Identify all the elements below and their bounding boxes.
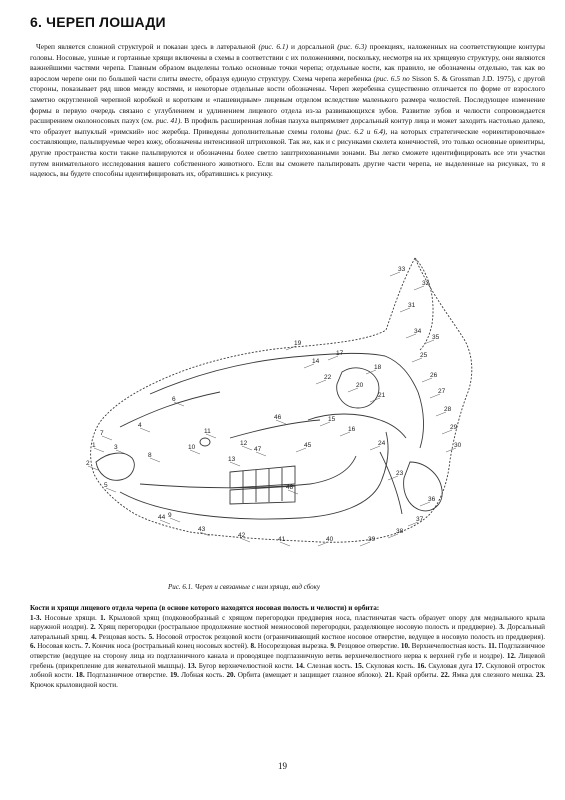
figure-label-15: 15 <box>328 416 336 423</box>
legend-item-number: 3. <box>499 623 505 632</box>
figure-label-42: 42 <box>238 532 246 539</box>
legend-item-text: Лицевой гребень (прикрепление для жевательной мышцы). <box>30 651 545 670</box>
legend-item-text: Орбита (вмещает и защищает глазное яблоко). <box>235 671 385 680</box>
figure-label-5: 5 <box>104 482 108 489</box>
legend-item-number: 12. <box>506 651 516 660</box>
legend-item-text: Подглазничное отверстие (ведущее на сторону лица из подглазничного канала и проводящее подглазничную ветвь верхнечелюстного нерва к верхней губе и ноздре). <box>30 642 545 660</box>
figure-label-43: 43 <box>198 526 206 533</box>
legend-item-text: Крючок крыловидной кости. <box>30 680 118 689</box>
figure-label-18: 18 <box>374 364 382 371</box>
legend-item-number: 17. <box>474 661 484 670</box>
figure-label-9: 9 <box>168 512 172 519</box>
figure-label-37: 37 <box>416 516 424 523</box>
legend-item-text: Скуловой отросток лобной кости. <box>30 661 546 680</box>
figure-label-34: 34 <box>414 328 422 335</box>
legend-item-number: 15. <box>354 661 364 670</box>
figure-label-11: 11 <box>204 428 211 435</box>
legend-item-number: 14. <box>295 661 305 670</box>
legend-item-text: Слезная кость. <box>304 661 355 670</box>
figure-label-24: 24 <box>378 440 386 447</box>
legend-item-text: Носовая кость. <box>35 642 85 651</box>
legend-title: Кости и хрящи лицевого отдела черепа (в основе которого находятся носовая полость и челюсти) и орбита: <box>30 604 380 612</box>
figure-label-3: 3 <box>114 444 118 451</box>
larynx-cartilage <box>404 462 443 511</box>
figure-label-32: 32 <box>422 280 430 287</box>
legend-item-text: Крыловой хрящ (подковообразный с хрящом перегородки преддверия носа, пластинчатая часть образует опору для медиального крыла наружной ноздри). <box>30 613 545 632</box>
legend-item-text: Резцовая кость. <box>96 632 149 641</box>
legend-item-number: 2. <box>90 623 96 632</box>
maxilla-contour <box>140 456 356 488</box>
figure-label-38: 38 <box>396 528 404 535</box>
legend-item-number: 13. <box>187 661 197 670</box>
figure-label-6: 6 <box>172 396 176 403</box>
intro-text-5: В профиль расширенная лобная пазуха выпрямляет дорсальный контур лица и может заходить настолько далеко, что образует выпуклый «римский» нос жеребца. Приведены дополнительные схемы головы <box>30 116 545 136</box>
figure-label-4: 4 <box>138 422 142 429</box>
figure-label-44: 44 <box>158 514 166 521</box>
figure-label-26: 26 <box>430 372 438 379</box>
figure-label-13: 13 <box>228 456 236 463</box>
legend-item-text: Верхнечелюстная кость. <box>409 642 489 651</box>
figure-caption: Рис. 6.1. Череп и связанные с ним хрящи, вид сбоку <box>168 583 321 591</box>
skull-diagram <box>80 252 510 577</box>
legend-item-number: 10. <box>400 642 410 651</box>
facial-crest <box>230 420 320 438</box>
figure-label-30: 30 <box>454 442 462 449</box>
legend-item-text: Кончик носа (ростральный конец носовых костей). <box>90 642 251 651</box>
hyoid-line <box>380 452 402 514</box>
head-contour <box>91 258 472 542</box>
skull-outline <box>91 258 472 542</box>
legend-item-text: Хрящ перегородки (ростральное продолжение костной межносовой перегородки, разделяющее носовую полость и преддверие). <box>95 623 500 632</box>
legend-item-text: Бугор верхнечелюстной кости. <box>196 661 296 670</box>
figure-label-35: 35 <box>432 334 440 341</box>
fig-ref-5: (рис. 6.2 и 6.4), <box>336 126 388 136</box>
zygomatic-arch <box>308 414 406 438</box>
figure-label-29: 29 <box>450 424 458 431</box>
intro-paragraph <box>30 42 545 180</box>
figure-label-2: 2 <box>86 460 90 467</box>
legend-item-number: 5. <box>148 632 154 641</box>
figure-label-28: 28 <box>444 406 452 413</box>
legend-item-text: Носорезцовая вырезка. <box>255 642 331 651</box>
figure-label-47: 47 <box>254 446 262 453</box>
figure-label-25: 25 <box>420 352 428 359</box>
page-number: 19 <box>278 761 287 771</box>
figure-label-17: 17 <box>336 350 344 357</box>
ear-contour <box>415 258 433 350</box>
legend-item-number: 19. <box>169 671 179 680</box>
figure-label-16: 16 <box>348 426 356 433</box>
legend-item-number: 1. <box>100 613 106 622</box>
figure-label-7: 7 <box>100 430 104 437</box>
intro-text-2: и дорсальной <box>288 42 338 51</box>
legend-item-number: 8. <box>250 642 256 651</box>
figure-label-39: 39 <box>368 536 376 543</box>
figure-label-41: 41 <box>278 536 286 543</box>
figure-label-20: 20 <box>356 382 364 389</box>
legend-item-number: 21. <box>384 671 394 680</box>
figure-label-27: 27 <box>438 388 446 395</box>
legend-item-number: 7. <box>84 642 91 651</box>
figure-label-23: 23 <box>396 470 404 477</box>
skull-dorsal-line <box>150 353 385 394</box>
intro-text-1: Череп является сложной структурой и показан здесь в латеральной <box>36 42 259 51</box>
legend-item-text: Ямка для слезного мешка. <box>449 671 537 680</box>
legend-item-number: 1-3. <box>30 613 42 622</box>
intro-text-4: Sisson S. & Grossman J.D. 1975), с другой стороны, показывает ряд швов между костями, и некоторые отдельные кости обозначены. Череп жеребенка существенно отличается по форме от взрослого заметно округленной черепной коробкой и коротким и «пашевидным» лицевым отделом вследствие маленького размера челюстей. Последующее изменение формы в первую очередь связано с углублением и удлинением лицевого отдела из-за развивающихся зубов. Развитие зубов и челюсти сопровождается расширением околоносовых пазух (см. <box>30 73 545 126</box>
legend-item-number: 4. <box>91 632 97 641</box>
figure-label-10: 10 <box>188 444 196 451</box>
legend-item-text: Лобная кость. <box>178 671 227 680</box>
figure-label-45: 45 <box>304 442 312 449</box>
legend-items <box>30 614 545 689</box>
legend-item-text: Край орбиты. <box>393 671 441 680</box>
legend-item-text: Скуловая дуга <box>426 661 475 670</box>
legend-item-text: Носовые хрящи. <box>41 613 101 622</box>
legend-item-text: Дорсальный латеральный хрящ. <box>30 623 545 641</box>
figure-label-12: 12 <box>240 440 248 447</box>
legend-block <box>30 604 545 690</box>
legend-item-number: 20. <box>226 671 236 680</box>
legend-item-number: 23. <box>536 671 545 680</box>
figure-label-46: 46 <box>274 414 282 421</box>
figure-label-19: 19 <box>294 340 302 347</box>
legend-item-number: 11. <box>488 642 497 651</box>
legend-item-number: 18. <box>75 671 85 680</box>
legend-item-text: Скуловая кость. <box>363 661 418 670</box>
fig-ref-3: (рис. 6.5 по <box>373 73 410 83</box>
cranium-contour <box>385 356 424 448</box>
figure-label-33: 33 <box>398 266 406 273</box>
legend-item-number: 22. <box>440 671 450 680</box>
fig-ref-1: (рис. 6.1) <box>258 42 289 51</box>
figure-label-14: 14 <box>312 358 320 365</box>
figure-label-22: 22 <box>324 374 332 381</box>
figure-label-36: 36 <box>428 496 436 503</box>
figure-label-48: 48 <box>286 484 294 491</box>
nasal-bone-line <box>120 392 220 427</box>
fig-ref-2: (рис. 6.3) <box>337 42 367 51</box>
intro-text-3: проекциях, наложенных на соответствующие контуры головы. Носовые, ушные и гортанные хрящи включены в схемы в соответствии с их положениями, поскольку, несмотря на их хрящевую структуру, они являются важнейшими частями черепа. Главным образом выделены только основные точки черепа; отдельные кости, как правило, не обозначены отдельно, так как во взрослом черепе они по большей части слиты вместе, образуя единую структуру. Схема черепа жеребенка <box>30 42 545 83</box>
figure-label-40: 40 <box>326 536 334 543</box>
legend-item-number: 9. <box>330 642 336 651</box>
figure-label-8: 8 <box>148 452 152 459</box>
label-group <box>86 266 462 546</box>
legend-item-text: Носовой отросток резцовой кости (ограничивающий костное носовое отверстие, ведущее в носовую полость из преддверия). <box>153 632 546 641</box>
legend-item-text: Подглазничное отверстие. <box>84 671 170 680</box>
figure-label-21: 21 <box>378 392 386 399</box>
legend-item-number: 6. <box>30 642 36 651</box>
nostril-cartilage <box>96 453 134 480</box>
infraorbital-foramen <box>200 438 210 446</box>
legend-item-text: Резцовое отверстие. <box>335 642 401 651</box>
figure-label-1: 1 <box>92 442 96 449</box>
figure-label-31: 31 <box>408 302 416 309</box>
page-title: 6. ЧЕРЕП ЛОШАДИ <box>30 14 166 30</box>
fig-ref-4: рис. 41). <box>155 116 183 126</box>
intro-text-6: на которых стратегические «ориентировочные» составляющие, пальпируемые через кожу, обозначены интенсивной штриховкой. Так же, как и с рисунками скелета конечностей, это только основные ориентиры, другие пространства кости также пальпируются и обозначены более светло заштрихованными зонами. Вы легко сможете идентифицировать все эти участки путем внимательного исследования вашего собственного животного. Если вы сможете пальпировать другие части черепа, не выделенные на рисунках, то я надеюсь, вы будете способны идентифицировать их, обратившись к рисунку. <box>30 126 545 179</box>
legend-item-number: 16. <box>417 661 427 670</box>
